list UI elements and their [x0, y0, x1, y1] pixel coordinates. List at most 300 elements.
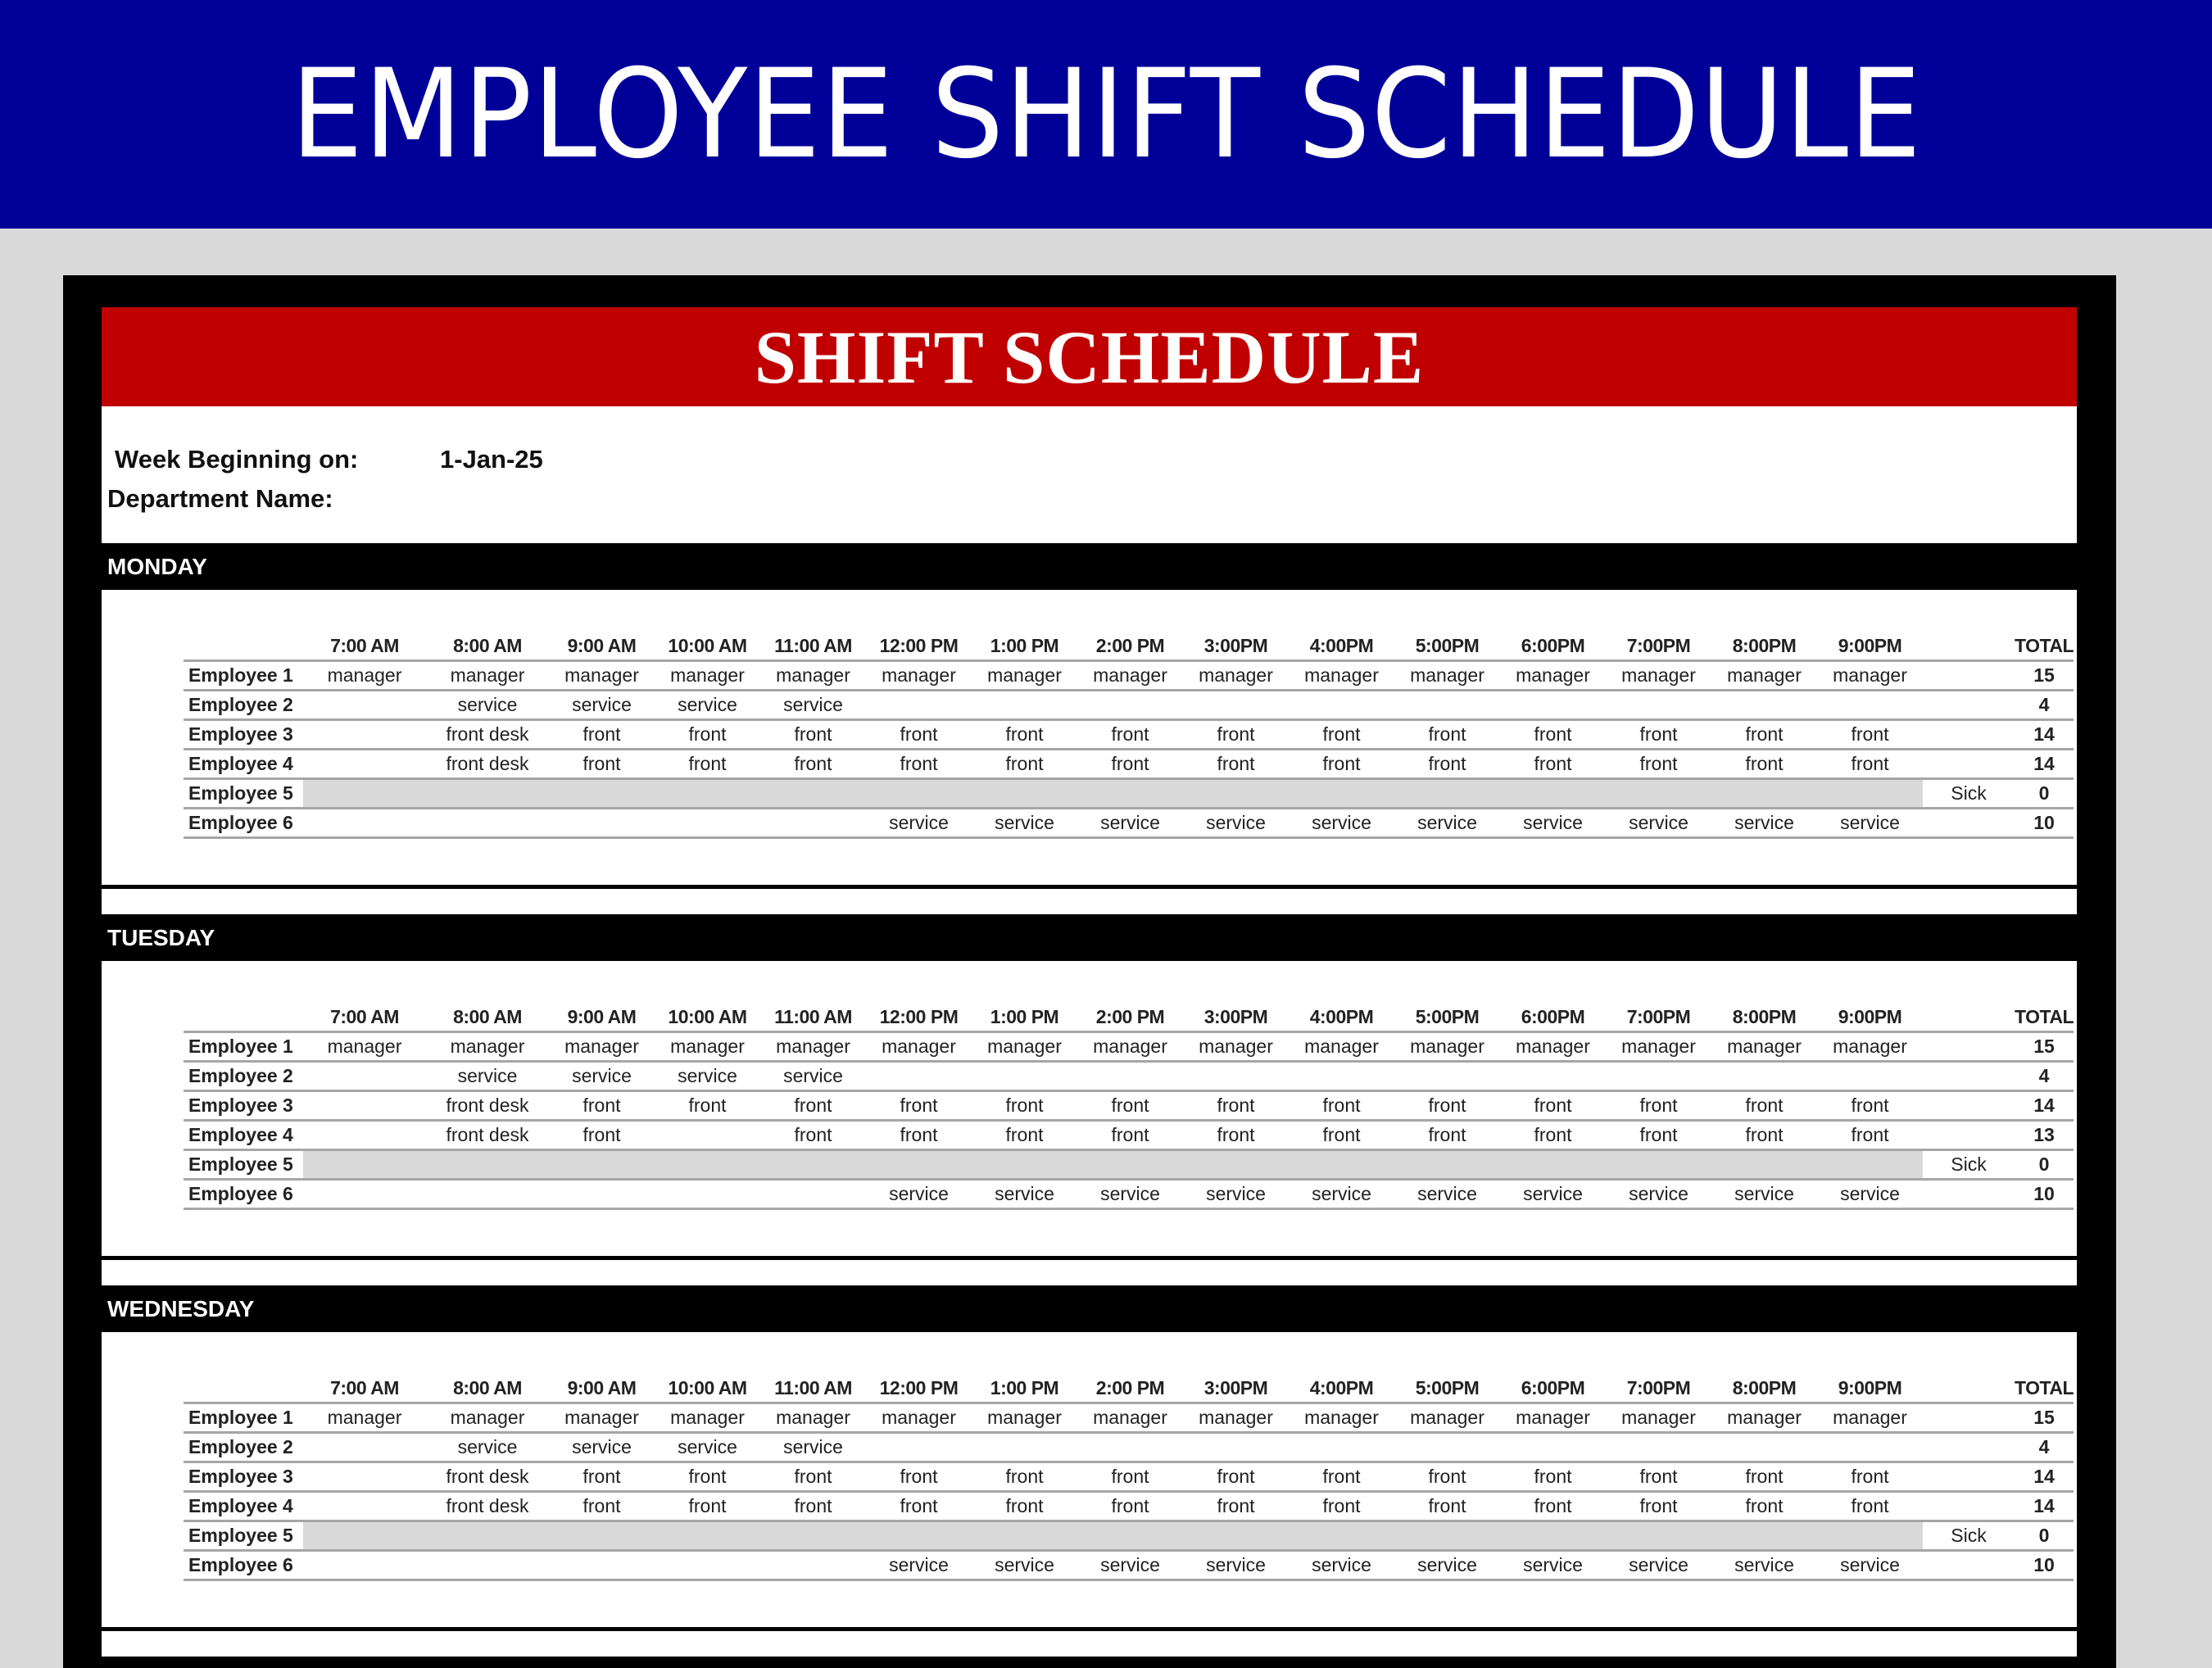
- shift-cell[interactable]: service: [760, 1062, 866, 1091]
- shift-cell[interactable]: front: [972, 1462, 1077, 1492]
- note-cell[interactable]: [1923, 1180, 2015, 1209]
- shift-cell[interactable]: manager: [760, 1403, 866, 1433]
- shift-cell[interactable]: [655, 1150, 760, 1180]
- shift-cell[interactable]: service: [1077, 1551, 1183, 1580]
- shift-cell[interactable]: front: [1711, 1121, 1817, 1150]
- shift-cell[interactable]: front: [1183, 1121, 1289, 1150]
- shift-cell[interactable]: manager: [426, 1032, 549, 1062]
- shift-cell[interactable]: [655, 1180, 760, 1209]
- shift-cell[interactable]: front desk: [426, 1121, 549, 1150]
- shift-cell[interactable]: service: [549, 1433, 655, 1462]
- shift-cell[interactable]: [1183, 779, 1289, 809]
- shift-cell[interactable]: front: [760, 720, 866, 750]
- shift-cell[interactable]: manager: [1289, 1403, 1394, 1433]
- shift-cell[interactable]: front: [866, 1091, 972, 1121]
- shift-cell[interactable]: front: [1711, 1492, 1817, 1521]
- shift-cell[interactable]: front: [1500, 720, 1606, 750]
- shift-cell[interactable]: [972, 1433, 1077, 1462]
- shift-cell[interactable]: front: [1077, 1121, 1183, 1150]
- shift-cell[interactable]: service: [1500, 1551, 1606, 1580]
- shift-cell[interactable]: manager: [1077, 1032, 1183, 1062]
- shift-cell[interactable]: [303, 691, 426, 720]
- shift-cell[interactable]: front: [1711, 750, 1817, 779]
- shift-cell[interactable]: front: [1817, 720, 1923, 750]
- shift-cell[interactable]: [549, 1180, 655, 1209]
- shift-cell[interactable]: [655, 1521, 760, 1551]
- employee-name[interactable]: Employee 1: [184, 661, 303, 691]
- shift-cell[interactable]: [303, 809, 426, 838]
- note-cell[interactable]: [1923, 1032, 2015, 1062]
- shift-cell[interactable]: front: [1183, 1462, 1289, 1492]
- shift-cell[interactable]: manager: [760, 1032, 866, 1062]
- shift-cell[interactable]: front: [1711, 720, 1817, 750]
- shift-cell[interactable]: manager: [1394, 1403, 1500, 1433]
- shift-cell[interactable]: [549, 1551, 655, 1580]
- note-cell[interactable]: [1923, 661, 2015, 691]
- shift-cell[interactable]: front: [655, 750, 760, 779]
- shift-cell[interactable]: service: [1289, 809, 1394, 838]
- shift-cell[interactable]: [426, 1521, 549, 1551]
- shift-cell[interactable]: [426, 1180, 549, 1209]
- employee-name[interactable]: Employee 6: [184, 1180, 303, 1209]
- shift-cell[interactable]: service: [1077, 809, 1183, 838]
- shift-cell[interactable]: service: [1817, 1180, 1923, 1209]
- note-cell[interactable]: [1923, 809, 2015, 838]
- shift-cell[interactable]: service: [866, 809, 972, 838]
- shift-cell[interactable]: [1500, 1521, 1606, 1551]
- shift-cell[interactable]: [760, 1180, 866, 1209]
- shift-cell[interactable]: front: [972, 1121, 1077, 1150]
- shift-cell[interactable]: front: [1077, 1091, 1183, 1121]
- shift-cell[interactable]: [1817, 1150, 1923, 1180]
- shift-cell[interactable]: front: [655, 1462, 760, 1492]
- shift-cell[interactable]: service: [1817, 809, 1923, 838]
- shift-cell[interactable]: service: [1394, 1180, 1500, 1209]
- employee-name[interactable]: Employee 1: [184, 1032, 303, 1062]
- shift-cell[interactable]: front: [1711, 1462, 1817, 1492]
- shift-cell[interactable]: [1289, 1150, 1394, 1180]
- shift-cell[interactable]: service: [1500, 1180, 1606, 1209]
- shift-cell[interactable]: front: [866, 1121, 972, 1150]
- shift-cell[interactable]: [1077, 691, 1183, 720]
- shift-cell[interactable]: [1711, 1062, 1817, 1091]
- shift-cell[interactable]: manager: [1500, 661, 1606, 691]
- shift-cell[interactable]: front: [972, 1091, 1077, 1121]
- shift-cell[interactable]: [303, 1150, 426, 1180]
- shift-cell[interactable]: manager: [972, 1032, 1077, 1062]
- shift-cell[interactable]: front: [655, 1492, 760, 1521]
- employee-name[interactable]: Employee 6: [184, 1551, 303, 1580]
- shift-cell[interactable]: [1289, 691, 1394, 720]
- shift-cell[interactable]: [1183, 1062, 1289, 1091]
- shift-cell[interactable]: [1394, 1521, 1500, 1551]
- shift-cell[interactable]: front: [1077, 1492, 1183, 1521]
- shift-cell[interactable]: [303, 1121, 426, 1150]
- shift-cell[interactable]: manager: [1711, 1032, 1817, 1062]
- shift-cell[interactable]: front desk: [426, 750, 549, 779]
- shift-cell[interactable]: front: [1606, 1462, 1711, 1492]
- shift-cell[interactable]: [1077, 1150, 1183, 1180]
- shift-cell[interactable]: [972, 1062, 1077, 1091]
- shift-cell[interactable]: front: [655, 1091, 760, 1121]
- shift-cell[interactable]: front: [1500, 1121, 1606, 1150]
- note-cell[interactable]: [1923, 1062, 2015, 1091]
- shift-cell[interactable]: service: [655, 1062, 760, 1091]
- shift-cell[interactable]: [866, 1150, 972, 1180]
- shift-cell[interactable]: [1394, 779, 1500, 809]
- shift-cell[interactable]: [1289, 1521, 1394, 1551]
- shift-cell[interactable]: manager: [1394, 661, 1500, 691]
- shift-cell[interactable]: [426, 779, 549, 809]
- shift-cell[interactable]: front: [1289, 720, 1394, 750]
- shift-cell[interactable]: [1711, 691, 1817, 720]
- shift-cell[interactable]: manager: [1817, 1032, 1923, 1062]
- shift-cell[interactable]: service: [1500, 809, 1606, 838]
- shift-cell[interactable]: manager: [426, 1403, 549, 1433]
- shift-cell[interactable]: [760, 1521, 866, 1551]
- shift-cell[interactable]: [303, 1091, 426, 1121]
- shift-cell[interactable]: service: [1606, 1180, 1711, 1209]
- note-cell[interactable]: [1923, 1403, 2015, 1433]
- shift-cell[interactable]: manager: [1606, 1403, 1711, 1433]
- shift-cell[interactable]: front: [1394, 1462, 1500, 1492]
- shift-cell[interactable]: service: [1183, 809, 1289, 838]
- shift-cell[interactable]: manager: [760, 661, 866, 691]
- note-cell[interactable]: [1923, 1121, 2015, 1150]
- shift-cell[interactable]: [549, 1150, 655, 1180]
- shift-cell[interactable]: front: [1183, 720, 1289, 750]
- shift-cell[interactable]: [655, 1551, 760, 1580]
- shift-cell[interactable]: manager: [1289, 661, 1394, 691]
- shift-cell[interactable]: manager: [303, 661, 426, 691]
- shift-cell[interactable]: [1077, 1062, 1183, 1091]
- shift-cell[interactable]: service: [655, 691, 760, 720]
- note-cell[interactable]: [1923, 1462, 2015, 1492]
- shift-cell[interactable]: [1606, 1521, 1711, 1551]
- shift-cell[interactable]: front: [1606, 1121, 1711, 1150]
- shift-cell[interactable]: service: [866, 1180, 972, 1209]
- shift-cell[interactable]: [303, 1462, 426, 1492]
- employee-name[interactable]: Employee 4: [184, 1492, 303, 1521]
- shift-cell[interactable]: [866, 1062, 972, 1091]
- shift-cell[interactable]: [655, 1121, 760, 1150]
- shift-cell[interactable]: [549, 809, 655, 838]
- shift-cell[interactable]: [549, 1521, 655, 1551]
- shift-cell[interactable]: service: [972, 809, 1077, 838]
- shift-cell[interactable]: manager: [655, 661, 760, 691]
- shift-cell[interactable]: [1500, 1150, 1606, 1180]
- shift-cell[interactable]: front: [1817, 1121, 1923, 1150]
- shift-cell[interactable]: [1606, 1433, 1711, 1462]
- shift-cell[interactable]: front: [972, 1492, 1077, 1521]
- shift-cell[interactable]: front: [549, 1492, 655, 1521]
- shift-cell[interactable]: service: [426, 691, 549, 720]
- shift-cell[interactable]: front: [1606, 750, 1711, 779]
- shift-cell[interactable]: service: [549, 691, 655, 720]
- shift-cell[interactable]: front: [1289, 1121, 1394, 1150]
- shift-cell[interactable]: service: [1711, 1551, 1817, 1580]
- shift-cell[interactable]: [972, 1150, 1077, 1180]
- shift-cell[interactable]: front: [1817, 1462, 1923, 1492]
- shift-cell[interactable]: service: [866, 1551, 972, 1580]
- shift-cell[interactable]: [1077, 1433, 1183, 1462]
- shift-cell[interactable]: front: [1289, 750, 1394, 779]
- shift-cell[interactable]: [1289, 1433, 1394, 1462]
- shift-cell[interactable]: front desk: [426, 1492, 549, 1521]
- shift-cell[interactable]: front: [1183, 750, 1289, 779]
- employee-name[interactable]: Employee 6: [184, 809, 303, 838]
- shift-cell[interactable]: manager: [1711, 661, 1817, 691]
- shift-cell[interactable]: [1077, 1521, 1183, 1551]
- note-cell[interactable]: Sick: [1923, 779, 2015, 809]
- shift-cell[interactable]: front: [760, 1121, 866, 1150]
- shift-cell[interactable]: front: [866, 1492, 972, 1521]
- shift-cell[interactable]: [549, 779, 655, 809]
- shift-cell[interactable]: [1183, 1433, 1289, 1462]
- shift-cell[interactable]: manager: [655, 1032, 760, 1062]
- shift-cell[interactable]: front desk: [426, 720, 549, 750]
- shift-cell[interactable]: manager: [866, 1403, 972, 1433]
- shift-cell[interactable]: service: [1711, 809, 1817, 838]
- note-cell[interactable]: Sick: [1923, 1150, 2015, 1180]
- shift-cell[interactable]: service: [1817, 1551, 1923, 1580]
- shift-cell[interactable]: service: [655, 1433, 760, 1462]
- employee-name[interactable]: Employee 5: [184, 1521, 303, 1551]
- shift-cell[interactable]: manager: [1500, 1403, 1606, 1433]
- shift-cell[interactable]: [1606, 1062, 1711, 1091]
- shift-cell[interactable]: front: [1183, 1492, 1289, 1521]
- shift-cell[interactable]: front: [1606, 1091, 1711, 1121]
- shift-cell[interactable]: manager: [1183, 1032, 1289, 1062]
- shift-cell[interactable]: manager: [1077, 661, 1183, 691]
- shift-cell[interactable]: front: [1394, 1121, 1500, 1150]
- shift-cell[interactable]: [1394, 691, 1500, 720]
- shift-cell[interactable]: front: [1606, 720, 1711, 750]
- employee-name[interactable]: Employee 2: [184, 1062, 303, 1091]
- shift-cell[interactable]: [1394, 1150, 1500, 1180]
- shift-cell[interactable]: [1817, 1433, 1923, 1462]
- shift-cell[interactable]: front: [1289, 1492, 1394, 1521]
- shift-cell[interactable]: service: [426, 1433, 549, 1462]
- shift-cell[interactable]: [1817, 779, 1923, 809]
- note-cell[interactable]: [1923, 1551, 2015, 1580]
- shift-cell[interactable]: front: [1077, 750, 1183, 779]
- employee-name[interactable]: Employee 2: [184, 691, 303, 720]
- shift-cell[interactable]: front: [972, 720, 1077, 750]
- shift-cell[interactable]: [760, 1551, 866, 1580]
- shift-cell[interactable]: [1606, 691, 1711, 720]
- shift-cell[interactable]: [1183, 1521, 1289, 1551]
- shift-cell[interactable]: service: [1183, 1180, 1289, 1209]
- shift-cell[interactable]: manager: [303, 1032, 426, 1062]
- employee-name[interactable]: Employee 5: [184, 779, 303, 809]
- shift-cell[interactable]: manager: [972, 1403, 1077, 1433]
- shift-cell[interactable]: manager: [655, 1403, 760, 1433]
- shift-cell[interactable]: [866, 691, 972, 720]
- shift-cell[interactable]: service: [760, 1433, 866, 1462]
- shift-cell[interactable]: front: [1711, 1091, 1817, 1121]
- shift-cell[interactable]: [1817, 1062, 1923, 1091]
- shift-cell[interactable]: [1394, 1062, 1500, 1091]
- shift-cell[interactable]: manager: [303, 1403, 426, 1433]
- shift-cell[interactable]: front: [549, 1462, 655, 1492]
- shift-cell[interactable]: manager: [866, 661, 972, 691]
- shift-cell[interactable]: [866, 1521, 972, 1551]
- shift-cell[interactable]: [972, 691, 1077, 720]
- employee-name[interactable]: Employee 4: [184, 1121, 303, 1150]
- shift-cell[interactable]: front: [1500, 750, 1606, 779]
- shift-cell[interactable]: front: [866, 1462, 972, 1492]
- shift-cell[interactable]: [866, 1433, 972, 1462]
- shift-cell[interactable]: [303, 1551, 426, 1580]
- shift-cell[interactable]: [1711, 779, 1817, 809]
- employee-name[interactable]: Employee 4: [184, 750, 303, 779]
- shift-cell[interactable]: front: [1500, 1492, 1606, 1521]
- shift-cell[interactable]: [1183, 1150, 1289, 1180]
- shift-cell[interactable]: front: [1817, 1091, 1923, 1121]
- shift-cell[interactable]: manager: [549, 1032, 655, 1062]
- employee-name[interactable]: Employee 5: [184, 1150, 303, 1180]
- shift-cell[interactable]: front: [1394, 750, 1500, 779]
- shift-cell[interactable]: manager: [549, 661, 655, 691]
- shift-cell[interactable]: manager: [1817, 1403, 1923, 1433]
- shift-cell[interactable]: manager: [1711, 1403, 1817, 1433]
- shift-cell[interactable]: [426, 1551, 549, 1580]
- shift-cell[interactable]: manager: [426, 661, 549, 691]
- shift-cell[interactable]: service: [1077, 1180, 1183, 1209]
- shift-cell[interactable]: front: [549, 1121, 655, 1150]
- shift-cell[interactable]: manager: [972, 661, 1077, 691]
- shift-cell[interactable]: manager: [1394, 1032, 1500, 1062]
- shift-cell[interactable]: service: [1289, 1180, 1394, 1209]
- shift-cell[interactable]: [1289, 779, 1394, 809]
- shift-cell[interactable]: manager: [1183, 661, 1289, 691]
- shift-cell[interactable]: [655, 809, 760, 838]
- shift-cell[interactable]: [972, 779, 1077, 809]
- shift-cell[interactable]: [1289, 1062, 1394, 1091]
- shift-cell[interactable]: service: [1711, 1180, 1817, 1209]
- shift-cell[interactable]: [303, 720, 426, 750]
- shift-cell[interactable]: [1500, 1433, 1606, 1462]
- shift-cell[interactable]: manager: [1817, 661, 1923, 691]
- shift-cell[interactable]: [655, 779, 760, 809]
- note-cell[interactable]: [1923, 1433, 2015, 1462]
- note-cell[interactable]: Sick: [1923, 1521, 2015, 1551]
- week-beginning-value[interactable]: 1-Jan-25: [440, 445, 543, 474]
- shift-cell[interactable]: front desk: [426, 1091, 549, 1121]
- shift-cell[interactable]: [1500, 691, 1606, 720]
- shift-cell[interactable]: front: [972, 750, 1077, 779]
- shift-cell[interactable]: [303, 1521, 426, 1551]
- shift-cell[interactable]: front: [1289, 1462, 1394, 1492]
- shift-cell[interactable]: front: [866, 750, 972, 779]
- shift-cell[interactable]: [1183, 691, 1289, 720]
- shift-cell[interactable]: service: [426, 1062, 549, 1091]
- note-cell[interactable]: [1923, 720, 2015, 750]
- shift-cell[interactable]: service: [1394, 1551, 1500, 1580]
- shift-cell[interactable]: service: [972, 1180, 1077, 1209]
- shift-cell[interactable]: service: [1183, 1551, 1289, 1580]
- shift-cell[interactable]: [303, 1433, 426, 1462]
- shift-cell[interactable]: manager: [1606, 1032, 1711, 1062]
- shift-cell[interactable]: [1711, 1150, 1817, 1180]
- employee-name[interactable]: Employee 1: [184, 1403, 303, 1433]
- shift-cell[interactable]: [1394, 1433, 1500, 1462]
- shift-cell[interactable]: front: [1606, 1492, 1711, 1521]
- shift-cell[interactable]: [1711, 1521, 1817, 1551]
- shift-cell[interactable]: front: [1183, 1091, 1289, 1121]
- note-cell[interactable]: [1923, 1091, 2015, 1121]
- shift-cell[interactable]: [426, 809, 549, 838]
- shift-cell[interactable]: [303, 1492, 426, 1521]
- shift-cell[interactable]: [303, 779, 426, 809]
- shift-cell[interactable]: [1817, 1521, 1923, 1551]
- shift-cell[interactable]: front: [549, 1091, 655, 1121]
- shift-cell[interactable]: front: [1289, 1091, 1394, 1121]
- shift-cell[interactable]: [760, 779, 866, 809]
- employee-name[interactable]: Employee 3: [184, 1091, 303, 1121]
- shift-cell[interactable]: front: [866, 720, 972, 750]
- shift-cell[interactable]: service: [760, 691, 866, 720]
- shift-cell[interactable]: [303, 1180, 426, 1209]
- shift-cell[interactable]: [1817, 691, 1923, 720]
- shift-cell[interactable]: [1606, 1150, 1711, 1180]
- shift-cell[interactable]: [1606, 779, 1711, 809]
- shift-cell[interactable]: [760, 809, 866, 838]
- shift-cell[interactable]: manager: [1606, 661, 1711, 691]
- shift-cell[interactable]: [1500, 1062, 1606, 1091]
- shift-cell[interactable]: front: [549, 750, 655, 779]
- shift-cell[interactable]: front: [1500, 1091, 1606, 1121]
- shift-cell[interactable]: manager: [1289, 1032, 1394, 1062]
- shift-cell[interactable]: front: [1817, 1492, 1923, 1521]
- shift-cell[interactable]: [303, 1062, 426, 1091]
- shift-cell[interactable]: [1500, 779, 1606, 809]
- note-cell[interactable]: [1923, 691, 2015, 720]
- shift-cell[interactable]: front: [549, 720, 655, 750]
- shift-cell[interactable]: front: [1077, 1462, 1183, 1492]
- shift-cell[interactable]: manager: [1077, 1403, 1183, 1433]
- employee-name[interactable]: Employee 2: [184, 1433, 303, 1462]
- shift-cell[interactable]: [972, 1521, 1077, 1551]
- shift-cell[interactable]: front desk: [426, 1462, 549, 1492]
- shift-cell[interactable]: service: [1289, 1551, 1394, 1580]
- employee-name[interactable]: Employee 3: [184, 1462, 303, 1492]
- shift-cell[interactable]: front: [1500, 1462, 1606, 1492]
- shift-cell[interactable]: front: [760, 750, 866, 779]
- shift-cell[interactable]: service: [972, 1551, 1077, 1580]
- shift-cell[interactable]: [303, 750, 426, 779]
- note-cell[interactable]: [1923, 1492, 2015, 1521]
- shift-cell[interactable]: service: [1606, 809, 1711, 838]
- shift-cell[interactable]: front: [1077, 720, 1183, 750]
- shift-cell[interactable]: front: [760, 1091, 866, 1121]
- employee-name[interactable]: Employee 3: [184, 720, 303, 750]
- shift-cell[interactable]: service: [1606, 1551, 1711, 1580]
- shift-cell[interactable]: service: [549, 1062, 655, 1091]
- shift-cell[interactable]: service: [1394, 809, 1500, 838]
- shift-cell[interactable]: front: [655, 720, 760, 750]
- shift-cell[interactable]: manager: [549, 1403, 655, 1433]
- shift-cell[interactable]: front: [1394, 720, 1500, 750]
- shift-cell[interactable]: [866, 779, 972, 809]
- shift-cell[interactable]: [1711, 1433, 1817, 1462]
- shift-cell[interactable]: manager: [1183, 1403, 1289, 1433]
- shift-cell[interactable]: front: [760, 1462, 866, 1492]
- shift-cell[interactable]: front: [760, 1492, 866, 1521]
- shift-cell[interactable]: front: [1394, 1091, 1500, 1121]
- shift-cell[interactable]: [1077, 779, 1183, 809]
